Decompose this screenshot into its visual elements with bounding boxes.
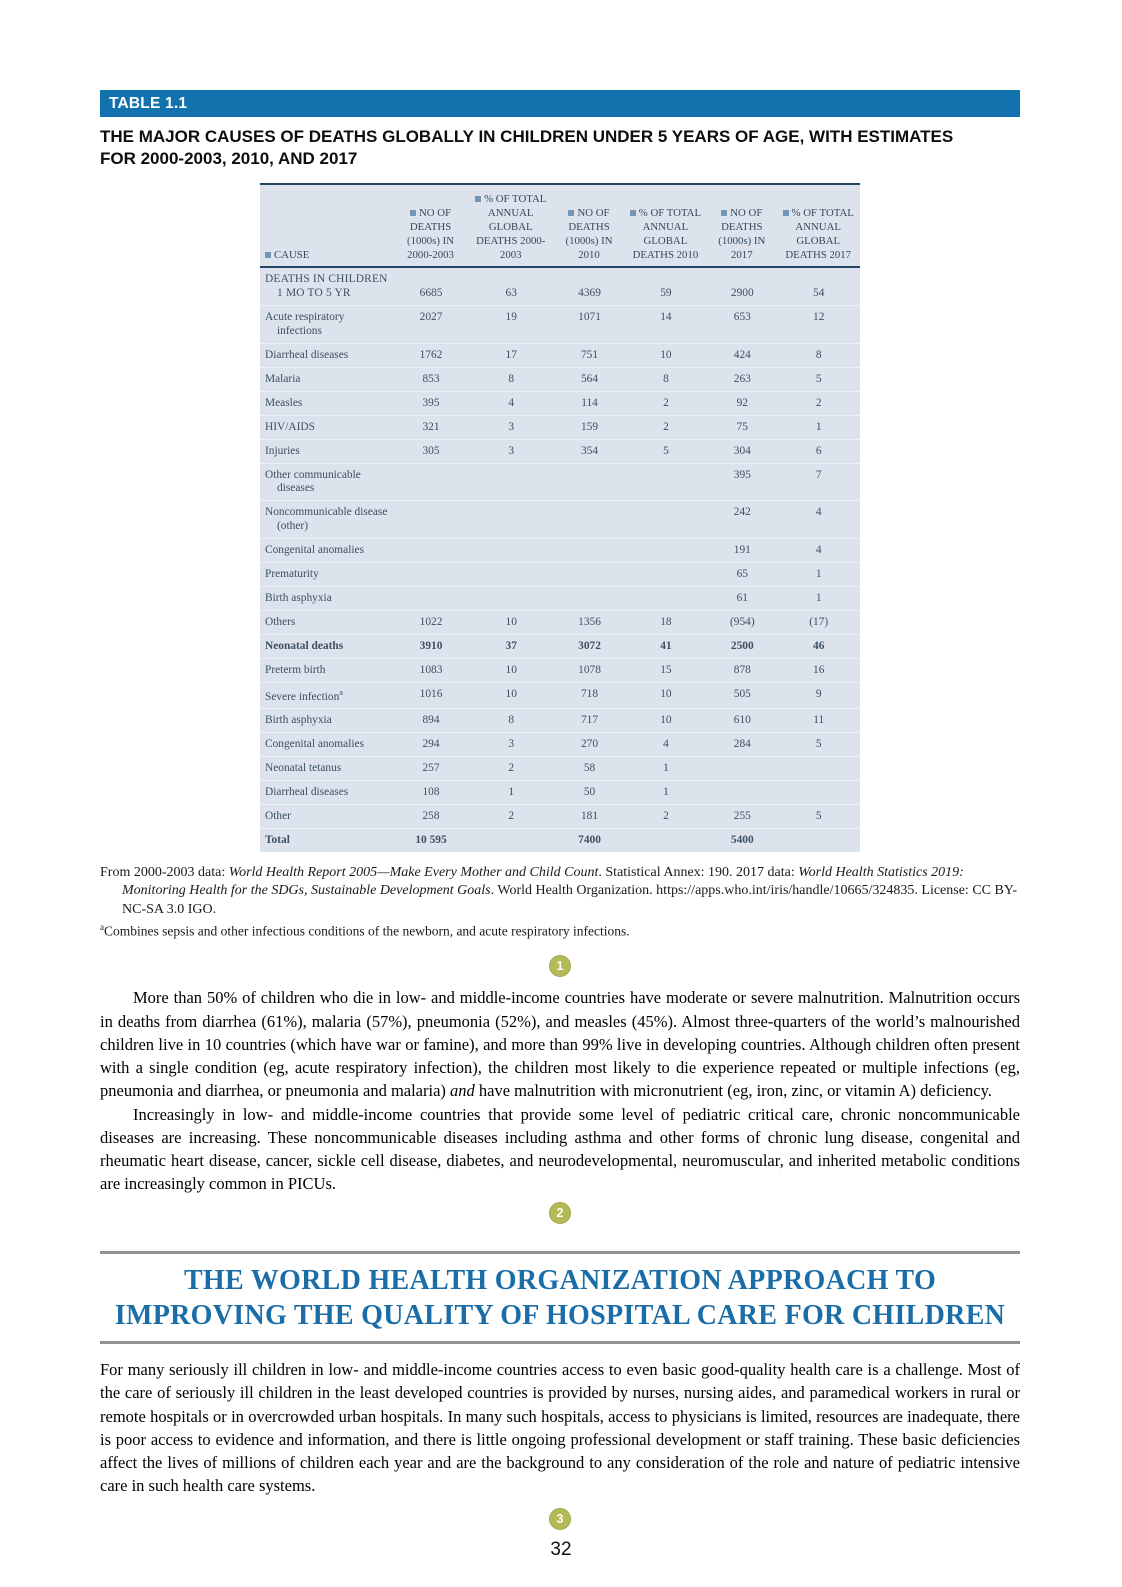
value-cell [554,463,623,501]
column-header: NO OF DEATHS (1000s) IN 2017 [707,185,776,267]
cause-cell: Noncommunicable disease (other) [260,501,394,539]
value-cell: 63 [505,287,517,300]
value-cell [394,501,467,539]
cause-cell: Prematurity [260,563,394,587]
value-cell: 1 [624,780,708,804]
table-row [260,391,860,415]
value-cell: 1356 [554,610,623,634]
value-cell: 2 [624,804,708,828]
cause-cell: Other [260,804,394,828]
table-row [260,439,860,463]
value-cell: 4 [624,733,708,757]
value-cell: 6 [776,439,860,463]
value-cell [394,563,467,587]
value-cell: 1 [776,415,860,439]
table-row [260,682,860,709]
column-bullet-icon [265,252,271,258]
value-cell: 564 [554,367,623,391]
value-cell [554,586,623,610]
table-header-row [260,185,860,267]
value-cell: 8 [467,367,554,391]
value-cell [394,463,467,501]
cause-cell: Total [260,828,394,851]
column-header: % OF TOTAL ANNUAL GLOBAL DEATHS 2000-2003 [467,185,554,267]
value-cell: 751 [554,343,623,367]
value-cell: 75 [707,415,776,439]
value-cell [624,463,708,501]
section-divider-bottom [100,1341,1020,1344]
value-cell [554,563,623,587]
cause-cell: Neonatal deaths [260,634,394,658]
table-row [260,804,860,828]
paragraph-noncommunicable: Increasingly in low- and middle-income countries that provide some level of pediatric critical care, chronic noncommunicable diseases are increasing. These noncommunicable diseases including asthma and other forms of chronic lung disease, congenital and rheumatic heart disease, cancer, sickle cell disease, diabetes, and neurodevelopmental, neuromuscular, and inherited metabolic conditions are increasingly common in PICUs. [100,1104,1020,1194]
cause-cell: HIV/AIDS [260,415,394,439]
value-cell [467,586,554,610]
table-row [260,757,860,781]
value-cell: 19 [467,306,554,344]
reference-marker-3: 3 [549,1508,571,1530]
column-bullet-icon [783,210,789,216]
mortality-table [260,183,860,852]
reference-marker-1: 1 [549,955,571,977]
value-cell: 305 [394,439,467,463]
paragraph-malnutrition: More than 50% of children who die in low- and middle-income countries have moderate or severe malnutrition. Malnutrition occurs in deaths from diarrhea (61%), malaria (57%), pneumonia (52%), and measles (45%). Almost three-quarters of the world’s malnourished children live in 10 countries (which have war or famine), and more than 99% live in developing countries. Although children often present with a single condition (eg, acute respiratory infection), the children most likely to die experience repeated or multiple infections (eg, pneumonia and diarrhea, or pneumonia and malaria) and have malnutrition with micronutrient (eg, iron, zinc, or vitamin A) deficiency. [100,988,1020,1101]
value-cell: 2 [467,757,554,781]
value-cell: 2 [624,391,708,415]
value-cell [776,828,860,851]
value-cell: 258 [394,804,467,828]
value-cell: 46 [776,634,860,658]
table-row [260,733,860,757]
value-cell [624,586,708,610]
column-bullet-icon [630,210,636,216]
value-cell: 59 [660,287,672,300]
page-content [100,90,1020,1530]
value-cell: 294 [394,733,467,757]
column-bullet-icon [410,210,416,216]
cause-cell: Severe infection$^a$ [260,682,394,709]
reference-marker-row [100,1508,1020,1530]
value-cell: 1071 [554,306,623,344]
value-cell: 5 [624,439,708,463]
value-cell [467,463,554,501]
section-heading-line2: IMPROVING THE QUALITY OF HOSPITAL CARE FOR CHILDREN [114,1299,1006,1331]
table-row [260,267,860,305]
table-row [260,306,860,344]
value-cell: 37 [467,634,554,658]
value-cell: 2 [467,804,554,828]
value-cell [776,757,860,781]
cause-cell: Congenital anomalies [260,733,394,757]
value-cell: 10 595 [394,828,467,851]
value-cell: 1762 [394,343,467,367]
value-cell: 610 [707,709,776,733]
value-cell: 2 [624,415,708,439]
value-cell: 5 [776,733,860,757]
value-cell: 354 [554,439,623,463]
table-row [260,610,860,634]
value-cell [394,539,467,563]
value-cell: 8 [467,709,554,733]
value-cell: 395 [394,391,467,415]
value-cell: 191 [707,539,776,563]
value-cell: 7 [776,463,860,501]
column-header: % OF TOTAL ANNUAL GLOBAL DEATHS 2010 [624,185,708,267]
value-cell: 10 [624,709,708,733]
value-cell [554,501,623,539]
value-cell: 50 [554,780,623,804]
value-cell [394,586,467,610]
value-cell [467,563,554,587]
column-header: NO OF DEATHS (1000s) IN 2010 [554,185,623,267]
value-cell: 114 [554,391,623,415]
value-cell: 3 [467,733,554,757]
table-row [260,367,860,391]
table-row [260,634,860,658]
paragraph-who-approach: For many seriously ill children in low- and middle-income countries access to even basic good-quality health care is a challenge. Most of the care of seriously ill children in the least developed countries is provided by nurses, nursing aides, and paramedical workers in rural or remote hospitals or in overcrowded urban hospitals. In many such hospitals, access to physicians is limited, resources are inadequate, there is poor access to evidence and information, and there is little ongoing professional development or staff training. These basic deficiencies affect the lives of millions of children each year and are the background to any consideration of the role and nature of pediatric intensive care in such health care systems. [100,1360,1020,1496]
value-cell: 878 [707,658,776,682]
value-cell: 1 [624,757,708,781]
value-cell: 18 [624,610,708,634]
value-cell: 8 [776,343,860,367]
value-cell: 4 [776,539,860,563]
value-cell: 12 [776,306,860,344]
value-cell: 54 [813,287,825,300]
cause-cell: Malaria [260,367,394,391]
value-cell: 15 [624,658,708,682]
page-number: 32 [550,1539,572,1560]
table-caption: THE MAJOR CAUSES OF DEATHS GLOBALLY IN CHILDREN UNDER 5 YEARS OF AGE, WITH ESTIMATES FOR 2000-2003, 2010, AND 2017 [100,127,954,169]
value-cell: 6685 [419,287,443,300]
table-row [260,343,860,367]
cause-cell: Measles [260,391,394,415]
value-cell: 16 [776,658,860,682]
value-cell: 5 [776,367,860,391]
cause-cell: Diarrheal diseases [260,343,394,367]
value-cell: 7400 [554,828,623,851]
cause-cell: DEATHS IN CHILDREN 1 MO TO 5 YR [265,273,388,300]
value-cell [467,828,554,851]
value-cell: 718 [554,682,623,709]
cause-cell: Congenital anomalies [260,539,394,563]
cause-cell: Injuries [260,439,394,463]
value-cell: 108 [394,780,467,804]
reference-marker-2: 2 [549,1202,571,1224]
value-cell: 263 [707,367,776,391]
value-cell: 395 [707,463,776,501]
table-source-note: From 2000-2003 data: World Health Report 2005—Make Every Mother and Child Count. Statistical Annex: 190. 2017 data: World Health Statistics 2019: Monitoring Health for the SDGs, Sustainable Development Goals. World Health Organization. https://apps.who.int/iris/handle/10665/324835. License: CC BY-NC-SA 3.0 IGO. [100,864,1018,918]
value-cell: 2 [776,391,860,415]
cause-cell: Birth asphyxia [260,709,394,733]
value-cell: 3 [467,415,554,439]
table-body [260,267,860,851]
column-bullet-icon [721,210,727,216]
cause-cell: Diarrheal diseases [260,780,394,804]
column-bullet-icon [475,196,481,202]
table-number-bar [100,90,1020,117]
value-cell [707,757,776,781]
value-cell: 284 [707,733,776,757]
value-cell: 4 [776,501,860,539]
value-cell [624,539,708,563]
value-cell: 10 [467,658,554,682]
value-cell [776,780,860,804]
column-header: NO OF DEATHS (1000s) IN 2000-2003 [394,185,467,267]
value-cell: 5 [776,804,860,828]
value-cell: (17) [776,610,860,634]
cause-cell: Birth asphyxia [260,586,394,610]
table-row [260,463,860,501]
value-cell: 424 [707,343,776,367]
cause-cell: Others [260,610,394,634]
section-divider-top [100,1251,1020,1254]
table-row [260,658,860,682]
table-row [260,780,860,804]
value-cell: 159 [554,415,623,439]
value-cell [467,501,554,539]
value-cell: 242 [707,501,776,539]
table-row [260,415,860,439]
value-cell [467,539,554,563]
value-cell: 1 [776,586,860,610]
value-cell: 61 [707,586,776,610]
value-cell: 4369 [578,287,601,300]
cause-cell: Acute respiratory infections [260,306,394,344]
cause-cell: Other communicable diseases [260,463,394,501]
cause-cell: Neonatal tetanus [260,757,394,781]
value-cell: 10 [467,610,554,634]
column-bullet-icon [568,210,574,216]
value-cell: 255 [707,804,776,828]
value-cell: 894 [394,709,467,733]
value-cell: 4 [467,391,554,415]
value-cell: 17 [467,343,554,367]
value-cell: 92 [707,391,776,415]
section-heading [100,1263,1020,1334]
value-cell: 653 [707,306,776,344]
value-cell: 65 [707,563,776,587]
value-cell: (954) [707,610,776,634]
value-cell: 1078 [554,658,623,682]
value-cell: 10 [624,343,708,367]
value-cell: 505 [707,682,776,709]
value-cell [624,501,708,539]
value-cell [624,828,708,851]
value-cell: 1 [467,780,554,804]
value-cell: 1083 [394,658,467,682]
value-cell: 321 [394,415,467,439]
value-cell: 2900 [730,287,754,300]
table-row [260,563,860,587]
value-cell [624,563,708,587]
table-row [260,539,860,563]
table-row [260,501,860,539]
value-cell: 9 [776,682,860,709]
table-row [260,586,860,610]
column-header: % OF TOTAL ANNUAL GLOBAL DEATHS 2017 [776,185,860,267]
value-cell: 1022 [394,610,467,634]
value-cell: 1 [776,563,860,587]
value-cell: 257 [394,757,467,781]
value-cell: 304 [707,439,776,463]
value-cell: 270 [554,733,623,757]
value-cell: 11 [776,709,860,733]
table-footnote: $^a$Combines sepsis and other infectious conditions of the newborn, and acute respiratory infections. [100,921,630,939]
value-cell: 10 [467,682,554,709]
value-cell: 58 [554,757,623,781]
value-cell: 3910 [394,634,467,658]
table-number-label: TABLE 1.1 [109,95,188,112]
value-cell: 5400 [707,828,776,851]
reference-marker-row [100,955,1020,977]
value-cell: 41 [624,634,708,658]
value-cell [554,539,623,563]
table-row [260,709,860,733]
reference-marker-row [100,1202,1020,1224]
value-cell: 2027 [394,306,467,344]
value-cell: 3072 [554,634,623,658]
value-cell: 8 [624,367,708,391]
value-cell: 2500 [707,634,776,658]
table-row [260,828,860,851]
value-cell: 3 [467,439,554,463]
value-cell: 14 [624,306,708,344]
value-cell: 181 [554,804,623,828]
value-cell: 853 [394,367,467,391]
value-cell: 10 [624,682,708,709]
value-cell: 1016 [394,682,467,709]
value-cell: 717 [554,709,623,733]
value-cell [707,780,776,804]
cause-cell: Preterm birth [260,658,394,682]
column-header: CAUSE [260,185,394,267]
section-heading-line1: THE WORLD HEALTH ORGANIZATION APPROACH TO [183,1264,937,1296]
